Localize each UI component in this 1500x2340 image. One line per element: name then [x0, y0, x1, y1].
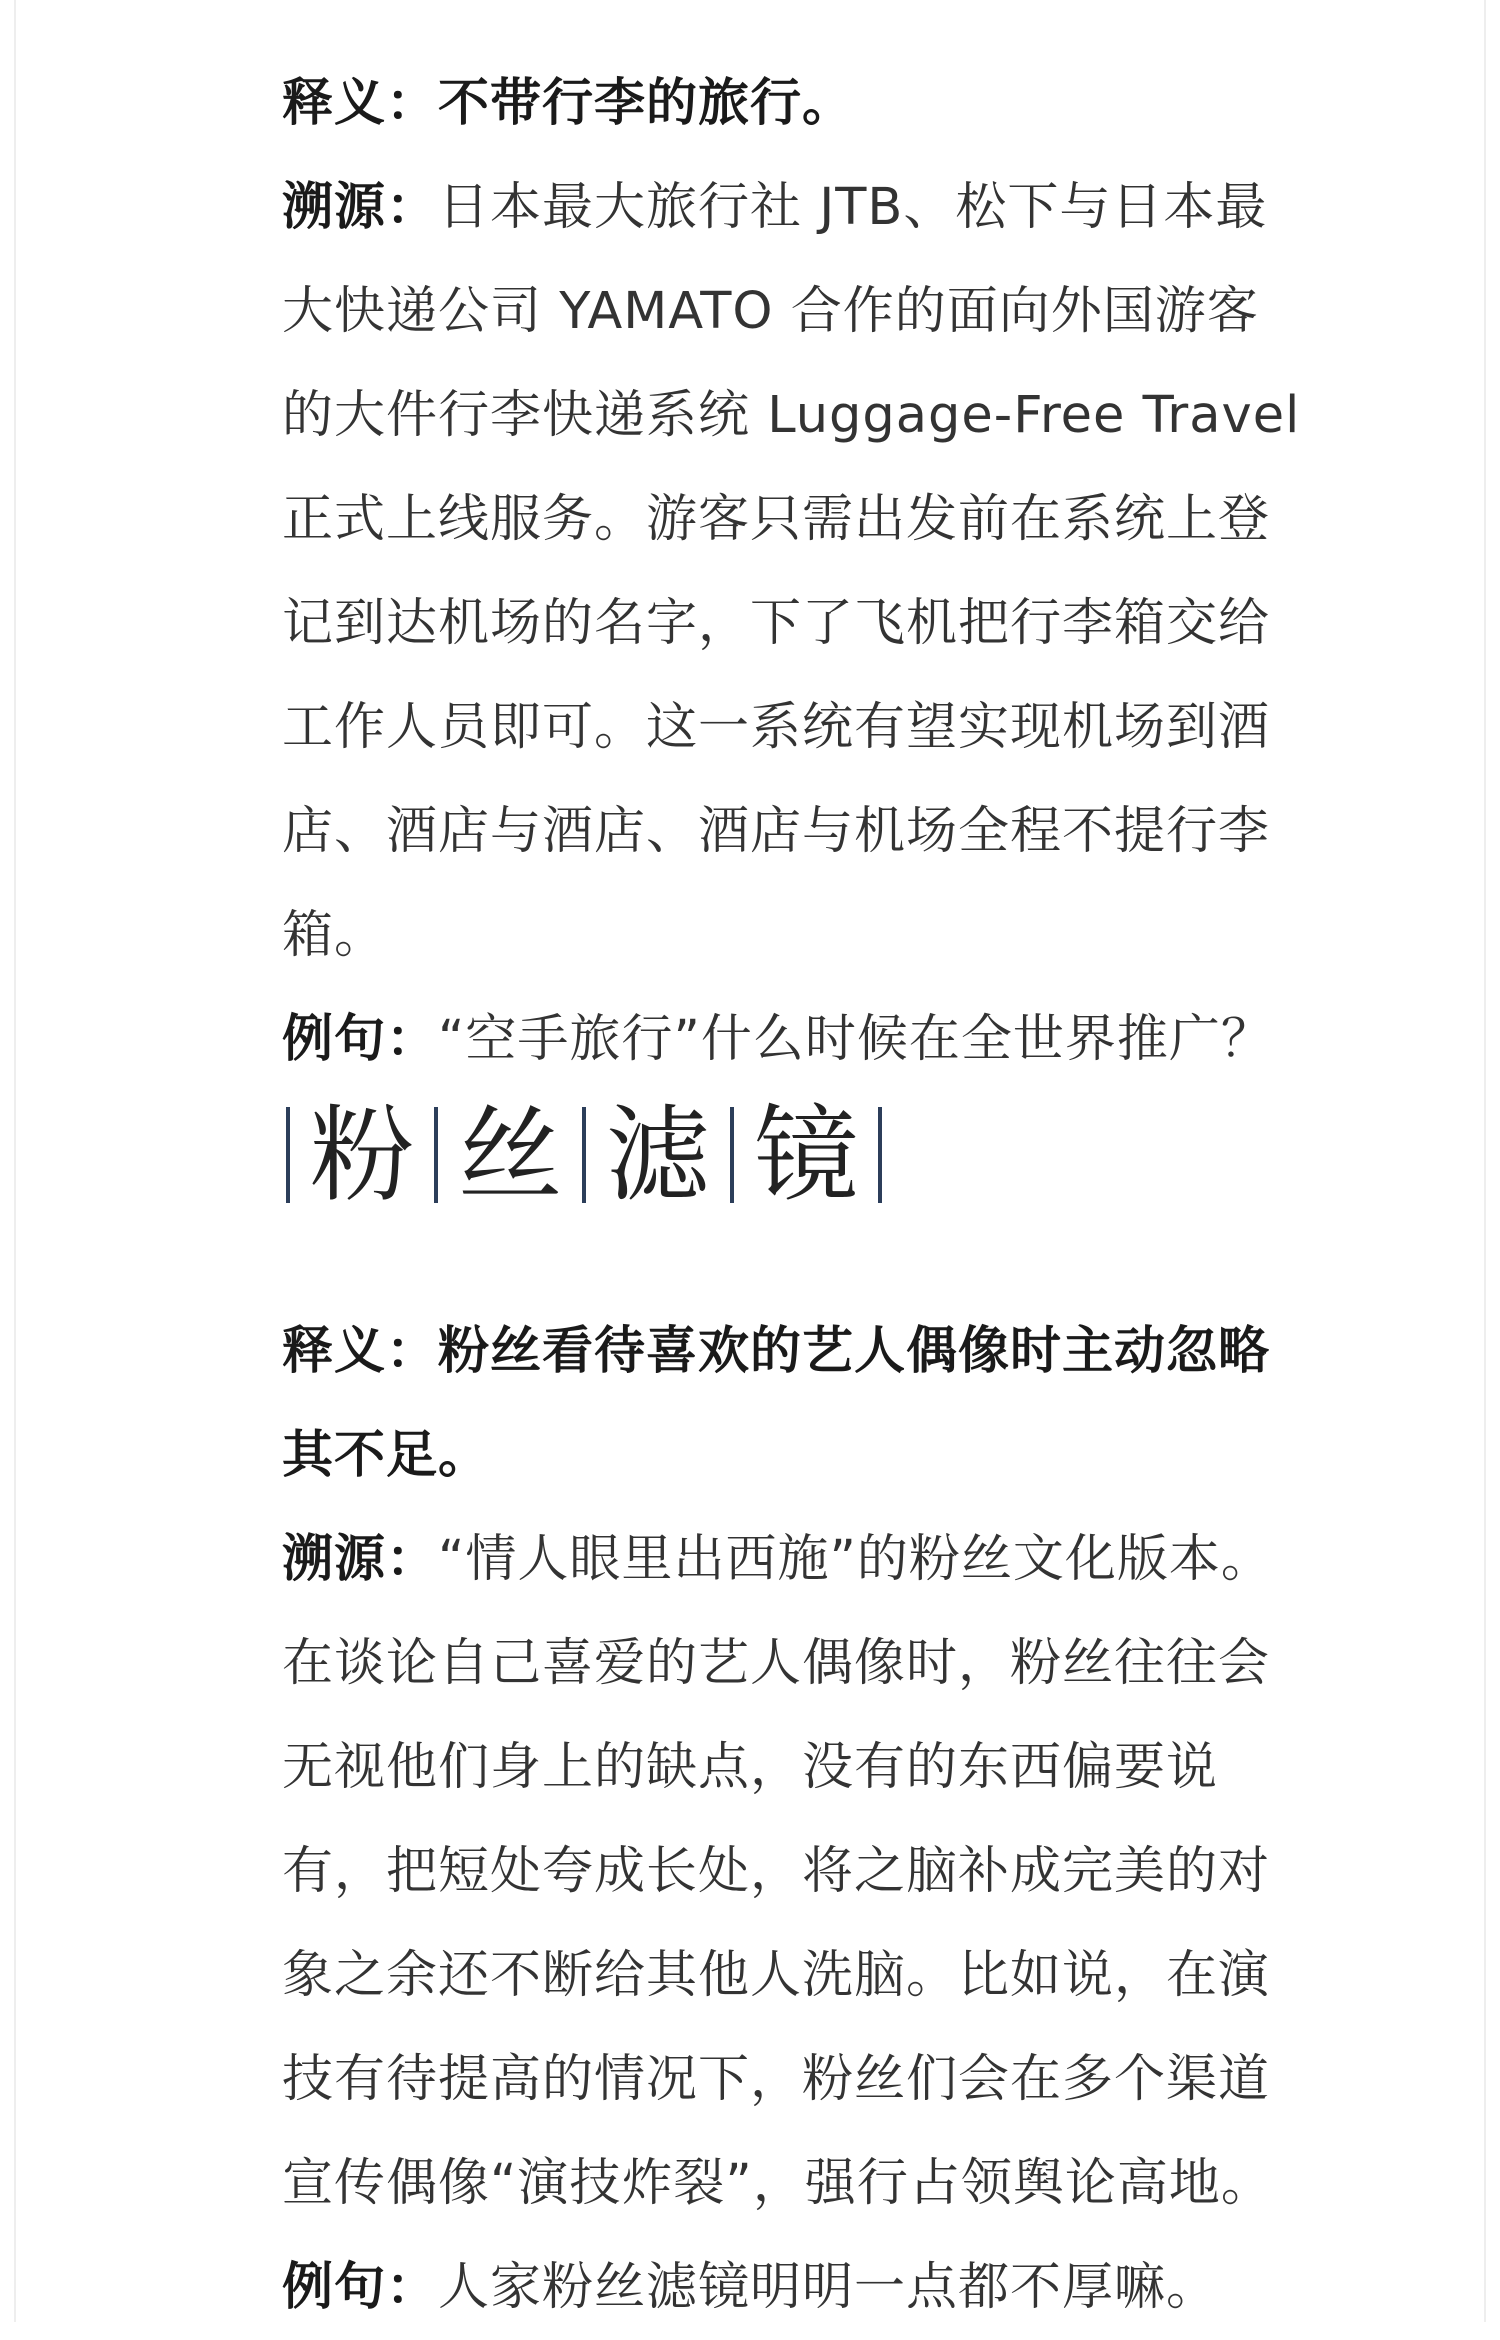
- example-text: 人家粉丝滤镜明明一点都不厚嘛。: [438, 2258, 1219, 2317]
- heading-divider: [286, 1107, 290, 1203]
- origin-label: 溯源：: [282, 178, 439, 237]
- heading-divider: [434, 1107, 438, 1203]
- heading-char: 粉: [310, 1094, 415, 1216]
- definition-text: 粉丝看待喜欢的艺人偶像时主动忽略其不足。: [282, 1322, 1271, 1485]
- entry-luggage-free-travel: [282, 52, 1302, 1092]
- entry-fan-filter: [282, 1300, 1302, 2340]
- definition-paragraph: [282, 1300, 1302, 1508]
- definition-label: 释义：: [282, 1322, 439, 1381]
- example-paragraph: [282, 2236, 1302, 2340]
- origin-paragraph: [282, 1508, 1302, 2236]
- heading-char: 丝: [458, 1094, 563, 1216]
- heading-char: 滤: [606, 1094, 711, 1216]
- definition-text: 不带行李的旅行。: [438, 74, 855, 133]
- origin-text: “情人眼里出西施”的粉丝文化版本。在谈论自己喜爱的艺人偶像时，粉丝往往会无视他们身上的缺点，没有的东西偏要说有，把短处夸成长处，将之脑补成完美的对象之余还不断给其他人洗脑。比如说，在演技有待提高的情况下，粉丝们会在多个渠道宣传偶像“演技炸裂”，强行占领舆论高地。: [282, 1530, 1273, 2213]
- heading-char: 镜: [754, 1094, 859, 1216]
- term-heading: [272, 1090, 896, 1220]
- origin-label: 溯源：: [282, 1530, 439, 1589]
- example-paragraph: [282, 988, 1302, 1092]
- origin-paragraph: [282, 156, 1302, 988]
- heading-divider: [582, 1107, 586, 1203]
- example-label: 例句：: [282, 1010, 439, 1069]
- heading-divider: [878, 1107, 882, 1203]
- heading-divider: [730, 1107, 734, 1203]
- definition-paragraph: [282, 52, 1302, 156]
- origin-text: 日本最大旅行社 JTB、松下与日本最大快递公司 YAMATO 合作的面向外国游客的大件行李快递系统 Luggage-Free Travel 正式上线服务。游客只需出发前在系统上登记到达机场的名字，下了飞机把行李箱交给工作人员即可。这一系统有望实现机场到酒店、酒店与酒店、酒店与机场全程不提行李箱。: [282, 178, 1301, 965]
- definition-label: 释义：: [282, 74, 439, 133]
- example-label: 例句：: [282, 2258, 439, 2317]
- example-text: “空手旅行”什么时候在全世界推广？: [438, 1010, 1273, 1069]
